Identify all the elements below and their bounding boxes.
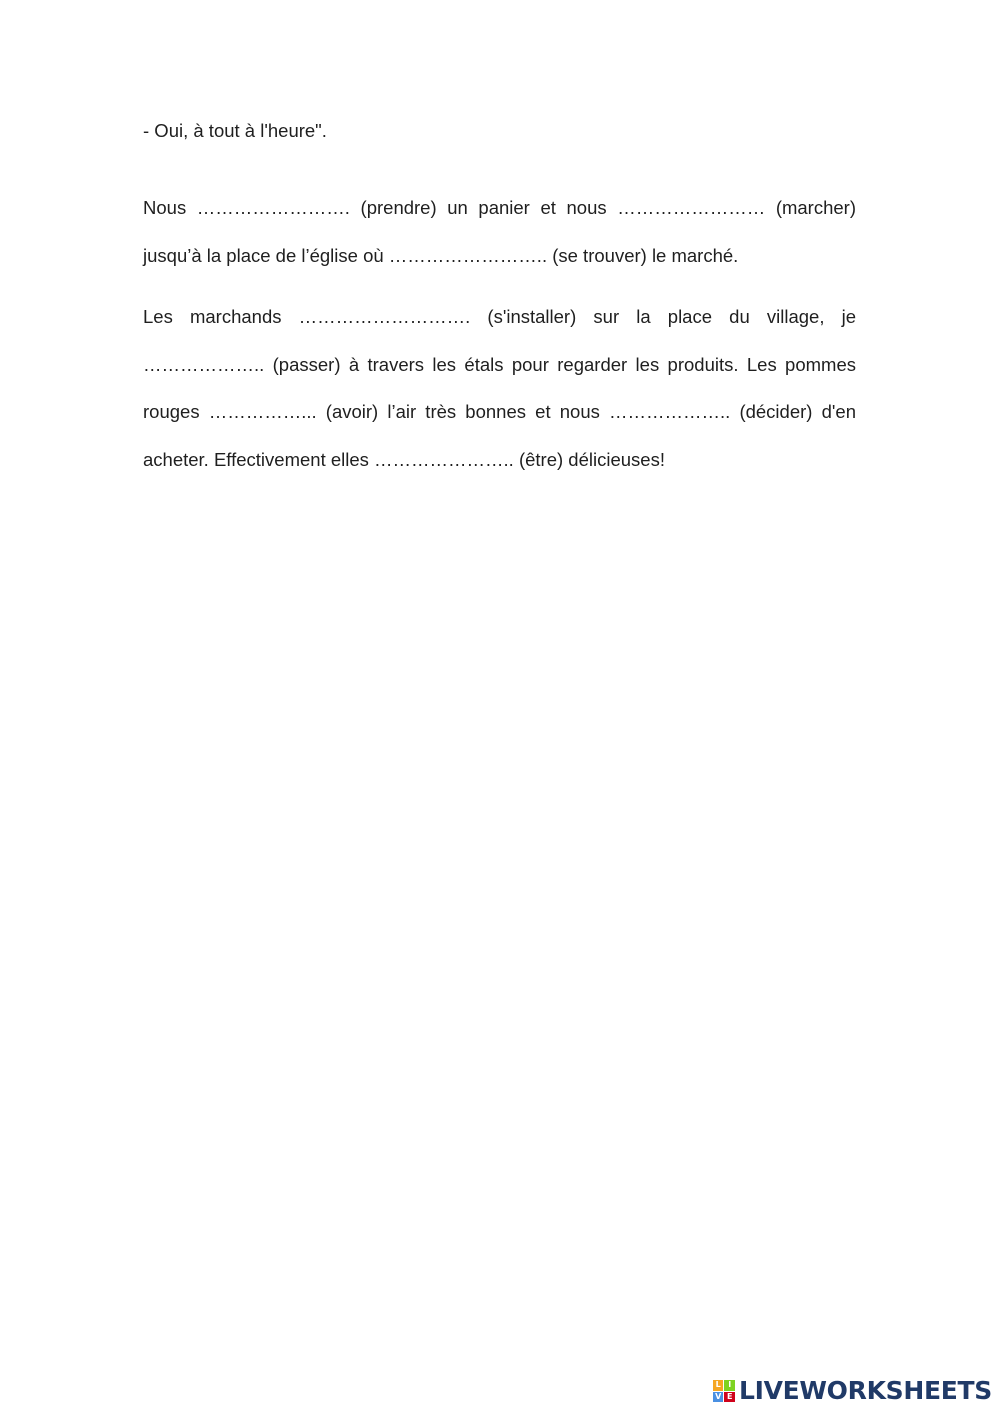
dialogue-line: - Oui, à tout à l'heure". [143, 120, 327, 141]
logo-mark-icon [713, 1380, 735, 1402]
paragraph-market-stalls: Les marchands ………………………. (s'installer) sur la place du village, je ……………….. (passer) à travers les étals pour regarder les produits. Les pommes rouges ……………... (avoir) l’air très bonnes et nous ……………….. (décider) d'en acheter. Effectivement elles ………………….. (être) délicieuses! [143, 306, 856, 470]
logo-mark-e: E [724, 1392, 735, 1403]
liveworksheets-logo [713, 1375, 992, 1407]
logo-mark-v: V [713, 1392, 724, 1403]
logo-text: LIVEWORKSHEETS [738, 1376, 992, 1405]
worksheet-text [143, 116, 856, 497]
logo-mark-i: I [724, 1380, 735, 1391]
logo-mark-l: L [713, 1380, 724, 1391]
paragraph-market-trip: Nous ……………………. (prendre) un panier et nous …………………… (marcher) jusqu’à la place de l’église où …………………….. (se trouver) le marché. [143, 197, 856, 266]
